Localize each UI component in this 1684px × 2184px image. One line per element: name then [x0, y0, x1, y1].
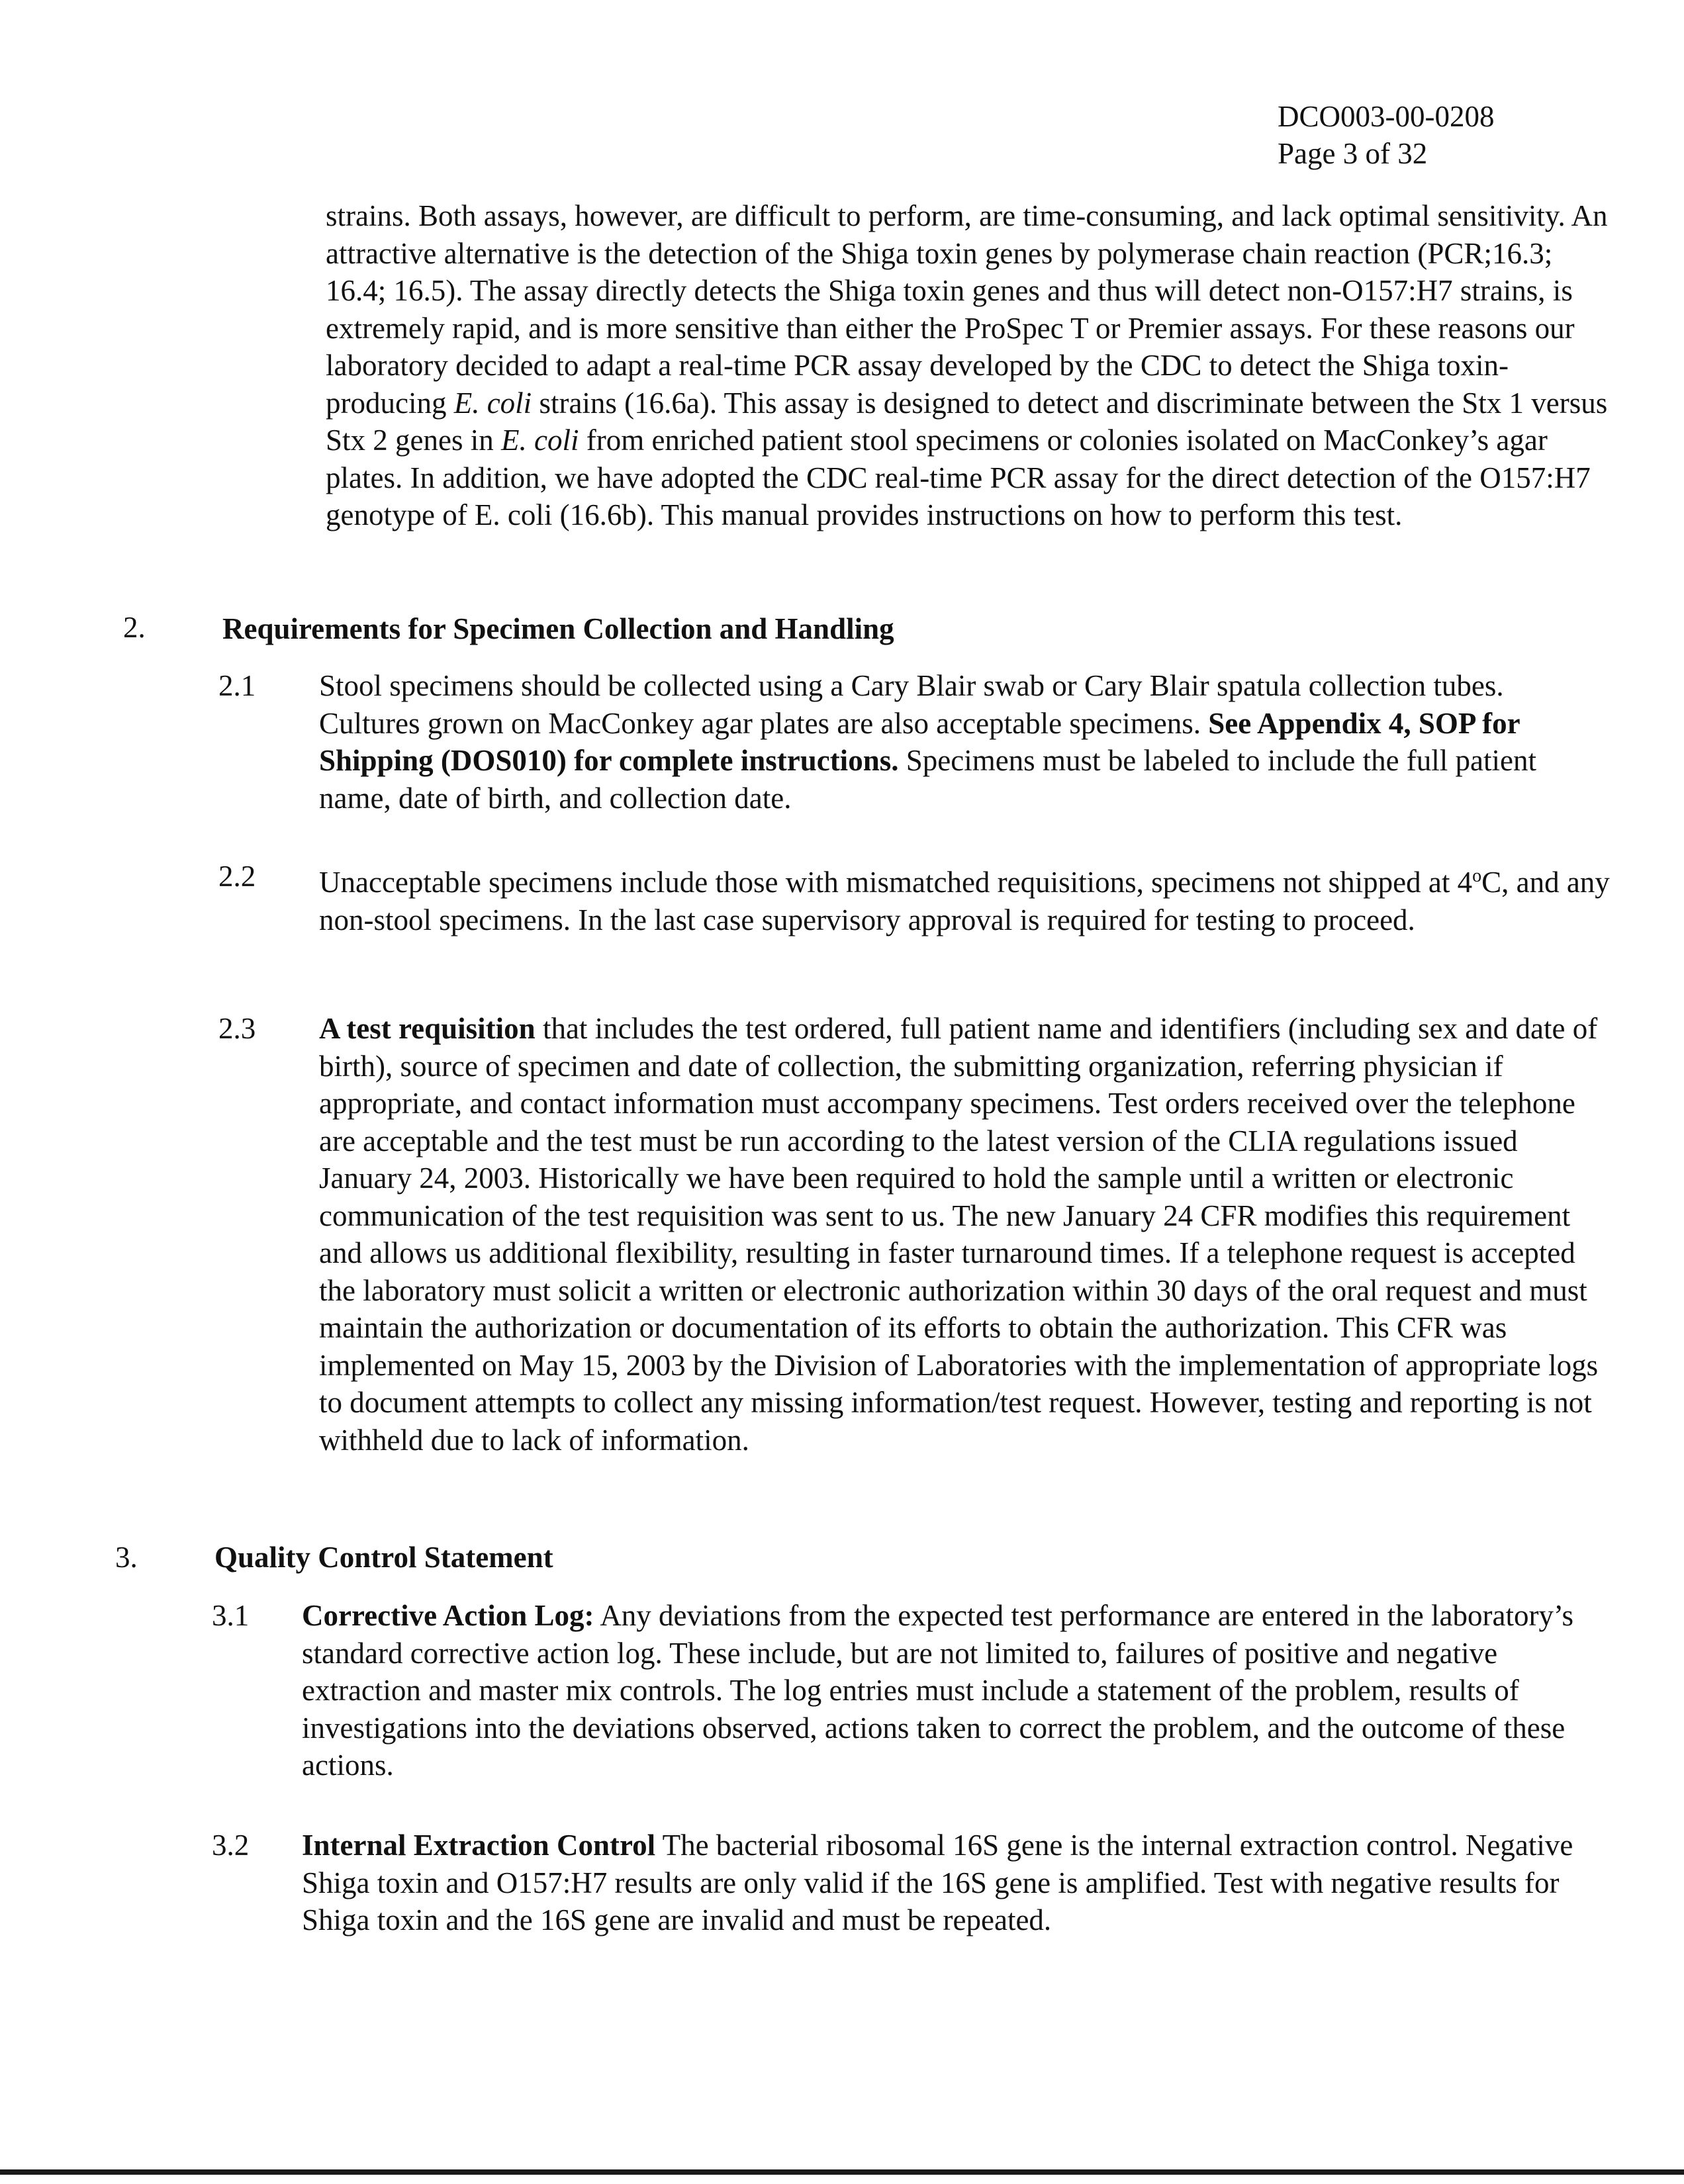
s23-bold-lead: A test requisition — [319, 1012, 536, 1045]
section-2-title: Requirements for Specimen Collection and Handling — [222, 612, 894, 645]
intro-italic-1: E. coli — [453, 386, 532, 420]
s21-text-1: Stool specimens should be collected using a Cary Blair swab or Cary Blair spatula collection tubes. Cultures grown on MacConkey agar plates are also acceptable specimens. — [319, 669, 1504, 740]
subsection-2-1-text — [319, 667, 1610, 817]
s31-bold-lead: Corrective Action Log: — [302, 1599, 594, 1632]
s32-bold-lead: Internal Extraction Control — [302, 1829, 656, 1862]
subsection-3-2-text — [302, 1827, 1610, 1939]
s22-text-1: Unacceptable specimens include those with mismatched requisitions, specimens not shipped at 4 — [319, 866, 1473, 899]
subsection-3-2-number: 3.2 — [212, 1829, 250, 1862]
intro-text-1: strains. Both assays, however, are difficult to perform, are time-consuming, and lack optimal sensitivity. An attractive alternative is the detection of the Shiga toxin genes by polymerase chain reaction (PCR;16.3; 16.4; 16.5). The assay directly detects the Shiga toxin genes and thus will detect non-O157:H7 strains, is extremely rapid, and is more sensitive than either the ProSpec T or Premier assays. For these reasons our laboratory decided to adapt a real-time PCR assay developed by the CDC to detect the Shiga toxin-producing — [326, 199, 1608, 420]
s23-text: that includes the test ordered, full patient name and identifiers (including sex and date of birth), source of specimen and date of collection, the submitting organization, referring physician if appropriate, and contact information must accompany specimens. Test orders received over the telephone are acceptable and the test must be run according to the latest version of the CLIA regulations issued January 24, 2003. Historically we have been required to hold the sample until a written or electronic communication of the test requisition was sent to us. The new January 24 CFR modifies this requirement and allows us additional flexibility, resulting in faster turnaround times. If a telephone request is accepted the laboratory must solicit a written or electronic authorization within 30 days of the oral request and must maintain the authorization or documentation of its efforts to obtain the authorization. This CFR was implemented on May 15, 2003 by the Division of Laboratories with the implementation of appropriate logs to document attempts to collect any missing information/test request. However, testing and reporting is not withheld due to lack of information. — [319, 1012, 1599, 1457]
s31-text: Any deviations from the expected test performance are entered in the laboratory’s standard corrective action log. These include, but are not limited to, failures of positive and negative extraction and master mix controls. The log entries must include a statement of the problem, results of investigations into the deviations observed, actions taken to correct the problem, and the outcome of these actions. — [302, 1599, 1573, 1782]
section-2-number: 2. — [123, 611, 146, 644]
intro-paragraph — [326, 197, 1610, 534]
subsection-2-2-text — [319, 858, 1610, 938]
s22-text-2: C, and any non-stool specimens. In the last case supervisory approval is required for testing to proceed. — [319, 866, 1610, 936]
s32-text: The bacterial ribosomal 16S gene is the internal extraction control. Negative Shiga toxin and O157:H7 results are only valid if the 16S gene is amplified. Test with negative results for Shiga toxin and the 16S gene are invalid and must be repeated. — [302, 1829, 1573, 1936]
document-id: DCO003-00-0208 — [1278, 100, 1495, 133]
page-header — [1278, 98, 1494, 172]
subsection-3-1-number: 3.1 — [212, 1599, 250, 1632]
intro-text-2: strains (16.6a). This assay is designed to detect and discriminate between the Stx 1 versus Stx 2 genes in — [326, 386, 1608, 457]
section-3-number: 3. — [115, 1541, 138, 1574]
s21-bold-ref: See Appendix 4, SOP for Shipping (DOS010) for complete instructions. — [319, 706, 1520, 777]
page-number: Page 3 of 32 — [1278, 137, 1428, 170]
subsection-2-3-text — [319, 1010, 1610, 1459]
subsection-2-1-number: 2.1 — [218, 669, 256, 702]
degree-superscript: o — [1472, 866, 1482, 886]
intro-italic-2: E. coli — [501, 424, 579, 457]
bottom-edge-rule — [0, 2169, 1684, 2175]
subsection-2-2-number: 2.2 — [218, 860, 256, 893]
s21-text-2: Specimens must be labeled to include the full patient name, date of birth, and collection date. — [319, 744, 1536, 815]
intro-text-3: from enriched patient stool specimens or colonies isolated on MacConkey’s agar plates. In addition, we have adopted the CDC real-time PCR assay for the direct detection of the O157:H7 genotype of E. coli (16.6b). This manual provides instructions on how to perform this test. — [326, 424, 1591, 531]
subsection-2-3-number: 2.3 — [218, 1012, 256, 1045]
section-3-title: Quality Control Statement — [214, 1541, 553, 1574]
subsection-3-1-text — [302, 1597, 1610, 1784]
